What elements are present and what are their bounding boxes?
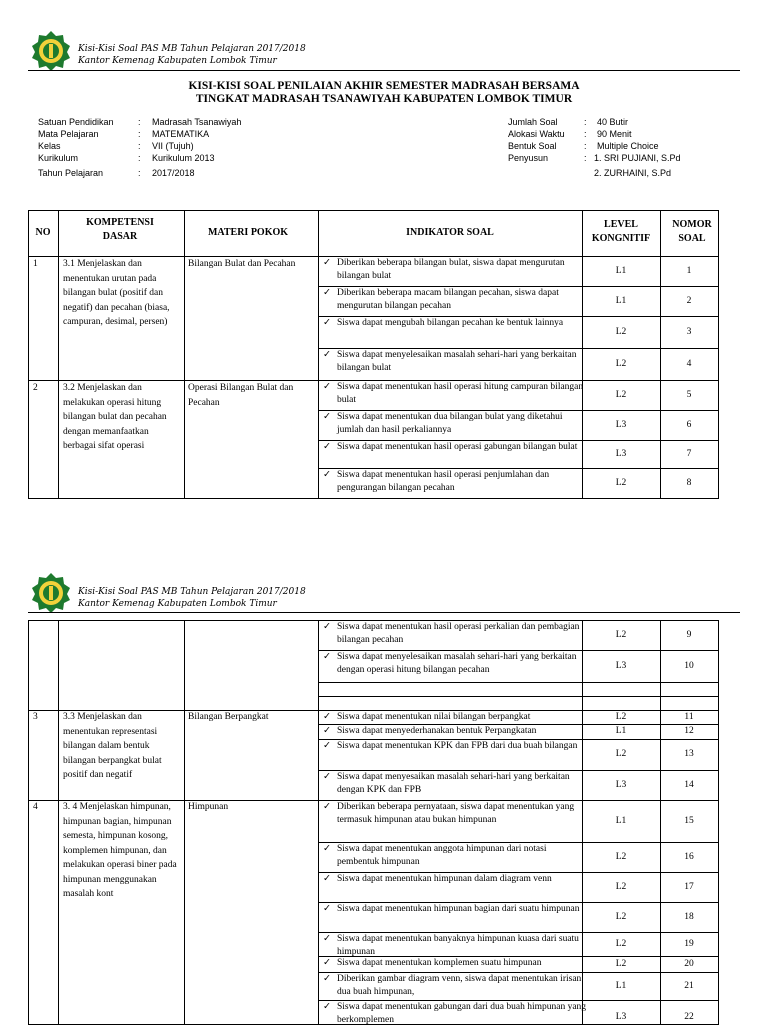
nomor-soal: 18 [684, 912, 694, 922]
level-kognitif: L2 [615, 712, 627, 722]
table-hline [28, 498, 719, 499]
indikator-soal [323, 651, 585, 681]
doc-title-line-1: KISI-KISI SOAL PENILAIAN AKHIR SEMESTER MADRASAH BERSAMA [188, 80, 580, 92]
level-kognitif: L2 [615, 939, 627, 949]
indikator-soal [323, 740, 585, 769]
info-right [508, 116, 728, 180]
check-icon: ✓ [323, 470, 331, 480]
row-no: 2 [33, 383, 38, 393]
nomor-soal: 22 [684, 1012, 694, 1022]
nomor-soal: 1 [686, 266, 692, 276]
kemenag-logo-icon [30, 572, 72, 614]
materi-pokok: Bilangan Bulat dan Pecahan [188, 259, 296, 269]
nomor-soal: 21 [684, 981, 694, 991]
check-icon: ✓ [323, 258, 331, 268]
level-kognitif: L2 [615, 912, 627, 922]
check-icon: ✓ [323, 874, 331, 884]
info-colon: : [138, 168, 141, 178]
info-value: 2. ZURHAINI, S.Pd [594, 168, 672, 178]
indikator-text: Siswa dapat menentukan dua bilangan bulat yang diketahui jumlah dan hasil perkaliannya [337, 412, 563, 435]
check-icon: ✓ [323, 712, 331, 722]
indikator-text: Siswa dapat menyesaikan masalah sehari-hari yang berkaitan dengan KPK dan FPB [337, 772, 570, 795]
indikator-text: Siswa dapat menentukan komplemen suatu himpunan [337, 958, 542, 968]
row-no: 3 [33, 712, 38, 722]
indikator-soal [323, 1001, 585, 1033]
info-label: Kurikulum [38, 153, 79, 163]
check-icon: ✓ [323, 802, 331, 812]
indikator-soal [323, 725, 585, 738]
level-kognitif: L3 [615, 661, 627, 671]
materi-pokok: Himpunan [188, 802, 229, 812]
nomor-soal: 4 [686, 359, 692, 369]
indikator-text: Diberikan beberapa bilangan bulat, siswa dapat mengurutan bilangan bulat [337, 258, 565, 281]
check-icon: ✓ [323, 382, 331, 392]
info-value: Madrasah Tsanawiyah [152, 117, 242, 127]
info-value: Multiple Choice [597, 141, 659, 151]
nomor-soal: 10 [684, 661, 694, 671]
table-vline [28, 620, 29, 1024]
indikator-soal [323, 957, 585, 971]
check-icon: ✓ [323, 318, 331, 328]
table-hline [318, 682, 719, 683]
indikator-text: Siswa dapat menentukan hasil operasi penjumlahan dan pengurangan bilangan pecahan [337, 470, 550, 493]
level-kognitif: L2 [615, 327, 627, 337]
indikator-text: Siswa dapat mengubah bilangan pecahan ke bentuk lainnya [337, 318, 564, 328]
kompetensi-dasar: 3.2 Menjelaskan dan melakukan operasi hitung bilangan bulat dan pecahan dengan memanfaatkan berbagai sifat operasi [63, 383, 167, 451]
table-hline [28, 210, 719, 211]
col-header-level: LEVEL KONGNITIF [591, 219, 651, 244]
info-value: 2017/2018 [152, 168, 195, 178]
info-left [38, 116, 298, 180]
nomor-soal: 15 [684, 816, 694, 826]
indikator-text: Siswa dapat menyelesaikan masalah sehari-hari yang berkaitan dengan operasi hitung bilangan pecahan [337, 652, 577, 675]
indikator-text: Siswa dapat menentukan anggota himpunan dari notasi pembentuk himpunan [337, 844, 547, 867]
info-row [38, 152, 298, 164]
level-kognitif: L1 [615, 296, 627, 306]
info-value: VII (Tujuh) [152, 141, 194, 151]
level-kognitif: L3 [615, 420, 627, 430]
info-row [508, 128, 728, 140]
col-header-materi: MATERI POKOK [207, 227, 289, 238]
check-icon: ✓ [323, 772, 331, 782]
info-colon: : [138, 129, 141, 139]
info-row [38, 167, 298, 179]
nomor-soal: 16 [684, 852, 694, 862]
nomor-soal: 5 [686, 390, 692, 400]
check-icon: ✓ [323, 288, 331, 298]
info-value: MATEMATIKA [152, 129, 210, 139]
nomor-soal: 17 [684, 882, 694, 892]
info-row [508, 167, 728, 179]
level-kognitif: L1 [615, 266, 627, 276]
header-line-2: Kantor Kemenag Kabupaten Lombok Timur [78, 599, 277, 609]
nomor-soal: 9 [686, 630, 692, 640]
indikator-soal [323, 843, 585, 871]
col-header-no: NO [35, 227, 51, 238]
info-value: 1. SRI PUJIANI, S.Pd [594, 153, 681, 163]
level-kognitif: L1 [615, 726, 627, 736]
check-icon: ✓ [323, 934, 331, 944]
info-label: Mata Pelajaran [38, 129, 99, 139]
kemenag-logo-icon [30, 30, 72, 72]
info-colon: : [138, 117, 141, 127]
indikator-text: Siswa dapat menentukan himpunan bagian dari suatu himpunan [337, 904, 580, 914]
info-value: Kurikulum 2013 [152, 153, 215, 163]
table-vline [28, 210, 29, 498]
indikator-text: Siswa dapat menentukan nilai bilangan berpangkat [337, 712, 531, 722]
indikator-soal [323, 903, 585, 931]
indikator-soal [323, 801, 585, 841]
info-colon: : [138, 153, 141, 163]
check-icon: ✓ [323, 652, 331, 662]
header-line-1: Kisi-Kisi Soal PAS MB Tahun Pelajaran 2017/2018 [78, 44, 306, 54]
indikator-soal [323, 621, 585, 649]
col-header-nomor: NOMOR SOAL [672, 219, 712, 244]
table-hline [318, 696, 719, 697]
indikator-soal [323, 933, 585, 955]
nomor-soal: 7 [686, 449, 692, 459]
level-kognitif: L2 [615, 959, 627, 969]
indikator-soal [323, 257, 585, 285]
indikator-soal [323, 973, 585, 999]
info-label: Bentuk Soal [508, 141, 557, 151]
info-colon: : [584, 117, 587, 127]
indikator-text: Siswa dapat menyelesaikan masalah sehari-hari yang berkaitan bilangan bulat [337, 350, 577, 373]
level-kognitif: L2 [615, 390, 627, 400]
indikator-soal [323, 349, 585, 379]
info-label: Penyusun [508, 153, 549, 163]
indikator-text: Siswa dapat menentukan banyaknya himpunan kuasa dari suatu himpunan [337, 934, 579, 957]
nomor-soal: 8 [686, 478, 692, 488]
check-icon: ✓ [323, 844, 331, 854]
level-kognitif: L2 [615, 749, 627, 759]
info-row [508, 152, 728, 164]
table-vline [58, 620, 59, 1024]
table-vline [718, 210, 719, 498]
indikator-text: Siswa dapat menentukan himpunan dalam diagram venn [337, 874, 552, 884]
header-divider [28, 70, 740, 71]
level-kognitif: L1 [615, 816, 627, 826]
header-divider [28, 612, 740, 613]
row-no: 4 [33, 802, 38, 812]
nomor-soal: 14 [684, 780, 694, 790]
info-value: 40 Butir [597, 117, 629, 127]
info-label: Tahun Pelajaran [38, 168, 104, 178]
materi-pokok: Bilangan Berpangkat [188, 712, 269, 722]
table-vline [58, 210, 59, 498]
info-label: Alokasi Waktu [508, 129, 565, 139]
indikator-text: Diberikan beberapa macam bilangan pecahan, siswa dapat mengurutan bilangan pecahan [337, 288, 559, 311]
info-row [38, 128, 298, 140]
indikator-soal [323, 381, 585, 409]
level-kognitif: L2 [615, 478, 627, 488]
indikator-soal [323, 411, 585, 439]
indikator-soal [323, 317, 585, 347]
info-colon: : [138, 141, 141, 151]
indikator-text: Siswa dapat menentukan KPK dan FPB dari dua buah bilangan [337, 741, 578, 751]
indikator-soal [323, 441, 585, 467]
level-kognitif: L2 [615, 630, 627, 640]
level-kognitif: L2 [615, 882, 627, 892]
indikator-text: Siswa dapat menyederhanakan bentuk Perpangkatan [337, 726, 537, 736]
level-kognitif: L1 [615, 981, 627, 991]
indikator-text: Diberikan gambar diagram venn, siswa dapat menentukan irisan dua buah himpunan, [337, 974, 582, 997]
check-icon: ✓ [323, 1002, 331, 1012]
level-kognitif: L3 [615, 780, 627, 790]
table-vline [318, 620, 319, 1024]
check-icon: ✓ [323, 412, 331, 422]
col-header-kd: KOMPETENSI DASAR [86, 217, 154, 242]
indikator-text: Siswa dapat menentukan gabungan dari dua buah himpunan yang berkomplemen [337, 1002, 587, 1025]
info-row [508, 116, 728, 128]
check-icon: ✓ [323, 904, 331, 914]
doc-title-line-2: TINGKAT MADRASAH TSANAWIYAH KABUPATEN LOMBOK TIMUR [195, 93, 573, 105]
table-vline [184, 210, 185, 498]
indikator-soal [323, 287, 585, 315]
level-kognitif: L2 [615, 359, 627, 369]
info-value: 90 Menit [597, 129, 632, 139]
indikator-soal [323, 771, 585, 799]
indikator-text: Siswa dapat menentukan hasil operasi gabungan bilangan bulat [337, 442, 578, 452]
level-kognitif: L3 [615, 449, 627, 459]
nomor-soal: 2 [686, 296, 692, 306]
kompetensi-dasar: 3.3 Menjelaskan dan menentukan representasi bilangan dalam bentuk bilangan berpangkat bulat positif dan negatif [63, 712, 162, 780]
info-row [38, 116, 298, 128]
indikator-text: Siswa dapat menentukan hasil operasi perkalian dan pembagian bilangan pecahan [337, 622, 580, 645]
level-kognitif: L2 [615, 852, 627, 862]
nomor-soal: 3 [686, 327, 692, 337]
nomor-soal: 6 [686, 420, 692, 430]
header-line-1: Kisi-Kisi Soal PAS MB Tahun Pelajaran 2017/2018 [78, 587, 306, 597]
indikator-text: Diberikan beberapa pernyataan, siswa dapat menentukan yang termasuk himpunan atau bukan himpunan [337, 802, 575, 825]
indikator-soal [323, 873, 585, 901]
kompetensi-dasar: 3.1 Menjelaskan dan menentukan urutan pada bilangan bulat (positif dan negatif) dan pecahan (biasa, campuran, desimal, persen) [63, 259, 170, 327]
check-icon: ✓ [323, 442, 331, 452]
check-icon: ✓ [323, 350, 331, 360]
nomor-soal: 19 [684, 939, 694, 949]
nomor-soal: 13 [684, 749, 694, 759]
check-icon: ✓ [323, 622, 331, 632]
col-header-indikator: INDIKATOR SOAL [406, 227, 494, 238]
info-label: Jumlah Soal [508, 117, 558, 127]
table-vline [718, 620, 719, 1024]
materi-pokok: Operasi Bilangan Bulat dan Pecahan [188, 383, 294, 408]
row-no: 1 [33, 259, 38, 269]
nomor-soal: 20 [684, 959, 694, 969]
info-row [508, 140, 728, 152]
table-vline [318, 210, 319, 498]
nomor-soal: 12 [684, 726, 694, 736]
info-colon: : [584, 129, 587, 139]
check-icon: ✓ [323, 726, 331, 736]
indikator-soal [323, 711, 585, 723]
info-colon: : [584, 153, 587, 163]
level-kognitif: L3 [615, 1012, 627, 1022]
info-row [38, 140, 298, 152]
kompetensi-dasar: 3. 4 Menjelaskan himpunan, himpunan bagian, himpunan semesta, himpunan kosong, komplemen himpunan, dan melakukan operasi biner pada himpunan menggunakan masalah kont [63, 802, 177, 899]
indikator-soal [323, 469, 585, 497]
check-icon: ✓ [323, 974, 331, 984]
check-icon: ✓ [323, 958, 331, 968]
header-line-2: Kantor Kemenag Kabupaten Lombok Timur [78, 56, 277, 66]
nomor-soal: 11 [684, 712, 694, 722]
indikator-text: Siswa dapat menentukan hasil operasi hitung campuran bilangan bulat [337, 382, 584, 405]
info-label: Kelas [38, 141, 61, 151]
table-vline [184, 620, 185, 1024]
check-icon: ✓ [323, 741, 331, 751]
info-label: Satuan Pendidikan [38, 117, 114, 127]
info-colon: : [584, 141, 587, 151]
